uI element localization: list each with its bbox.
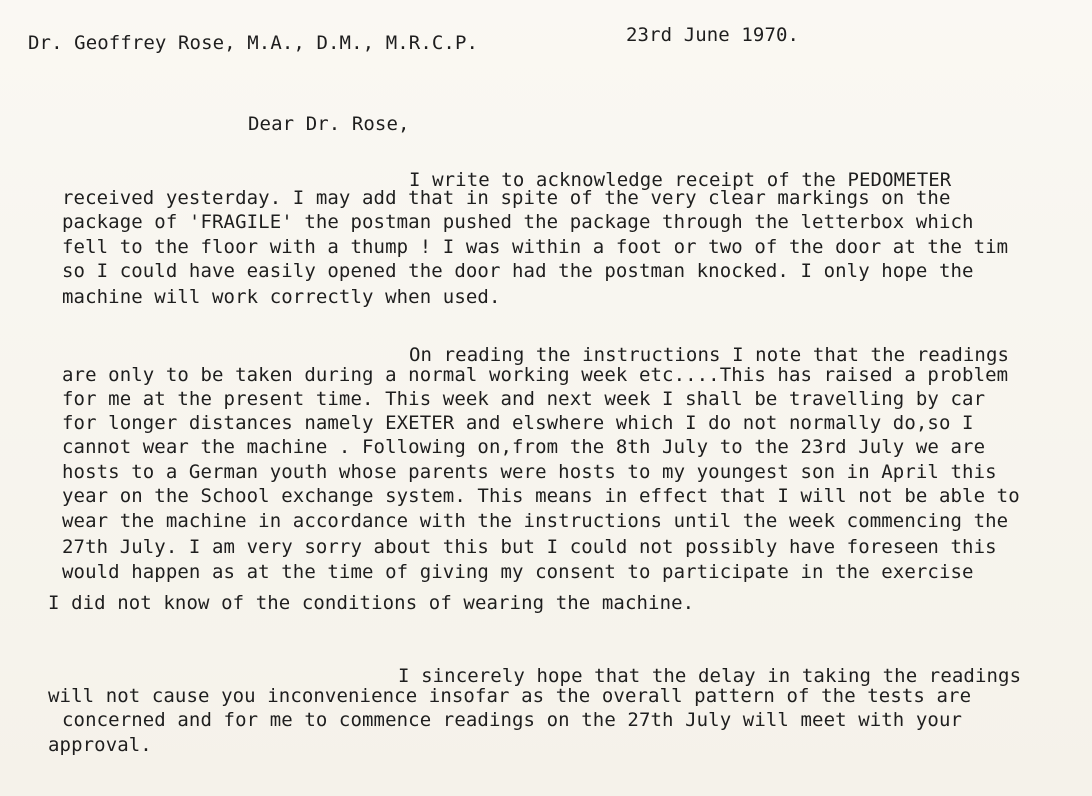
paragraph-line: I sincerely hope that the delay in taking the readings [398, 665, 1022, 687]
paragraph-line: hosts to a German youth whose parents were hosts to my youngest son in April this [62, 461, 997, 483]
paragraph-line: are only to be taken during a normal working week etc....This has raised a problem [62, 364, 1009, 386]
paragraph-line: I did not know of the conditions of wearing the machine. [48, 592, 695, 614]
recipient-line: Dr. Geoffrey Rose, M.A., D.M., M.R.C.P. [28, 32, 479, 54]
paragraph-line: cannot wear the machine . Following on,from the 8th July to the 23rd July we are [62, 436, 986, 458]
paragraph-line: 27th July. I am very sorry about this but I could not possibly have foreseen this [62, 536, 997, 558]
salutation: Dear Dr. Rose, [248, 113, 410, 135]
letter-date: 23rd June 1970. [626, 24, 800, 46]
paragraph-line: package of 'FRAGILE' the postman pushed the package through the letterbox which [62, 211, 974, 233]
paragraph-line: would happen as at the time of giving my consent to participate in the exercise [62, 561, 974, 583]
paragraph-line: year on the School exchange system. This means in effect that I will not be able to [62, 485, 1020, 507]
paragraph-line: received yesterday. I may add that in spite of the very clear markings on the [62, 187, 951, 209]
paragraph-line: concerned and for me to commence readings on the 27th July will meet with your [62, 709, 963, 731]
paragraph-line: I write to acknowledge receipt of the PEDOMETER [409, 169, 952, 191]
paragraph-line: will not cause you inconvenience insofar as the overall pattern of the tests are [48, 685, 972, 707]
paragraph-line: machine will work correctly when used. [62, 286, 501, 308]
paragraph-line: On reading the instructions I note that the readings [409, 344, 1010, 366]
paragraph-line: approval. [48, 734, 152, 756]
paragraph-line: wear the machine in accordance with the instructions until the week commencing the [62, 510, 1009, 532]
paragraph-line: for me at the present time. This week and next week I shall be travelling by car [62, 388, 986, 410]
paragraph-line: for longer distances namely EXETER and elswhere which I do not normally do,so I [62, 412, 974, 434]
paragraph-line: so I could have easily opened the door had the postman knocked. I only hope the [62, 260, 974, 282]
paragraph-line: fell to the floor with a thump ! I was within a foot or two of the door at the tim [62, 236, 1009, 258]
